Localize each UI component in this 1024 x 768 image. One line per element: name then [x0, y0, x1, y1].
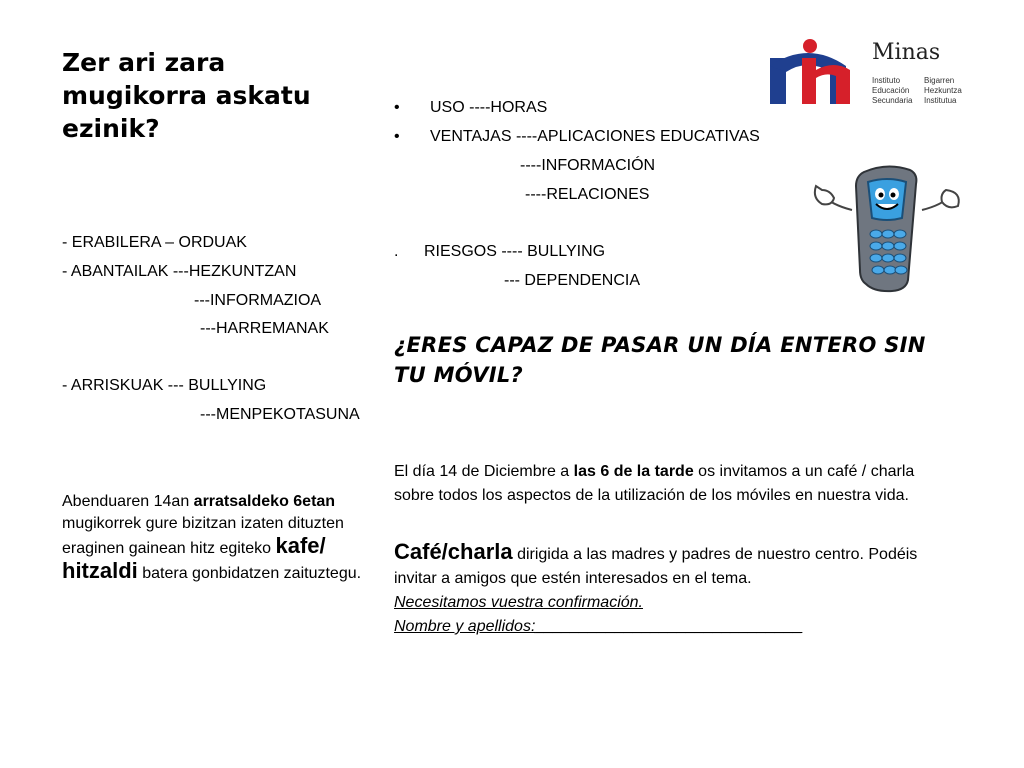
spanish-list-text: VENTAJAS ----APLICACIONES EDUCATIVAS [430, 128, 760, 145]
basque-list-item: - ARRISKUAK --- BULLYING [62, 377, 267, 394]
school-logo-icon [768, 36, 868, 110]
spanish-invitation-text: os invitamos a un café / charla sobre todos los aspectos de la utilización de los móviles en nuestra vida. [394, 463, 915, 504]
spanish-invitation-text: El día 14 de Diciembre a [394, 463, 574, 480]
basque-title [62, 46, 362, 145]
basque-title-line-1: Zer ari zara [62, 48, 226, 77]
spanish-list-item [394, 242, 605, 262]
basque-invitation [62, 491, 382, 585]
spanish-list-item: ----INFORMACIÓN [520, 157, 656, 174]
spanish-list-item: ----RELACIONES [525, 186, 650, 203]
spanish-list-text: RIESGOS ---- BULLYING [424, 243, 606, 260]
basque-invitation-event: kafe/ hitzaldi [62, 533, 326, 583]
spanish-invitation-time: las 6 de la tarde [573, 463, 694, 480]
logo-subtitle-1: Educación [872, 86, 910, 95]
basque-list-item: - ABANTAILAK ---HEZKUNTZAN [62, 263, 297, 280]
basque-invitation-text: mugikorrek gure bizitzan izaten dituzten eraginen gainean hitz egiteko [62, 515, 344, 557]
basque-invitation-time: arratsaldeko 6etan [193, 493, 336, 510]
spanish-list-item: --- DEPENDENCIA [504, 272, 641, 289]
smiling-phone-illustration [812, 160, 962, 295]
basque-title-line-3: ezinik? [62, 114, 160, 143]
basque-list-item: - ERABILERA – ORDUAK [62, 234, 247, 251]
logo-subtitle-2: Hezkuntza [924, 86, 962, 95]
basque-title-line-2: mugikorra askatu [62, 81, 311, 110]
smiling-phone-icon [812, 160, 962, 295]
logo-name: Minas [872, 40, 941, 65]
spanish-list-text: USO ----HORAS [430, 99, 548, 116]
bullet-icon: • [394, 128, 400, 145]
name-field-blank: ______________________________ [535, 618, 803, 635]
spanish-heading: ¿ERES CAPAZ DE PASAR UN DÍA ENTERO SIN TU MÓVIL? [394, 333, 926, 387]
spanish-invitation [394, 460, 954, 508]
spanish-event-title: Café/charla [394, 539, 513, 564]
logo-subtitle-1: Instituto [872, 76, 901, 85]
logo-subtitle-2: Bigarren [924, 76, 955, 85]
spanish-list-item [394, 127, 760, 147]
spanish-event-text: dirigida a las madres y padres de nuestro centro. Podéis invitar a amigos que estén interesados en el tema. [394, 546, 918, 587]
basque-list-item: ---HARREMANAK [200, 320, 329, 337]
bullet-icon: • [394, 99, 400, 116]
name-field-label: Nombre y apellidos: [394, 618, 536, 635]
logo-subtitle-2: Institutua [924, 96, 957, 105]
name-field[interactable] [394, 615, 954, 639]
logo-subtitle-1: Secundaria [872, 96, 913, 105]
basque-invitation-text: Abenduaren 14an [62, 493, 194, 510]
confirmation-note: Necesitamos vuestra confirmación. [394, 594, 643, 611]
basque-list-item: ---INFORMAZIOA [194, 292, 322, 309]
basque-list-item: ---MENPEKOTASUNA [200, 406, 360, 423]
spanish-list-item [394, 98, 547, 118]
spanish-event [394, 540, 954, 639]
dot-marker: . [394, 243, 399, 260]
basque-invitation-text: batera gonbidatzen zaituztegu. [137, 565, 362, 582]
